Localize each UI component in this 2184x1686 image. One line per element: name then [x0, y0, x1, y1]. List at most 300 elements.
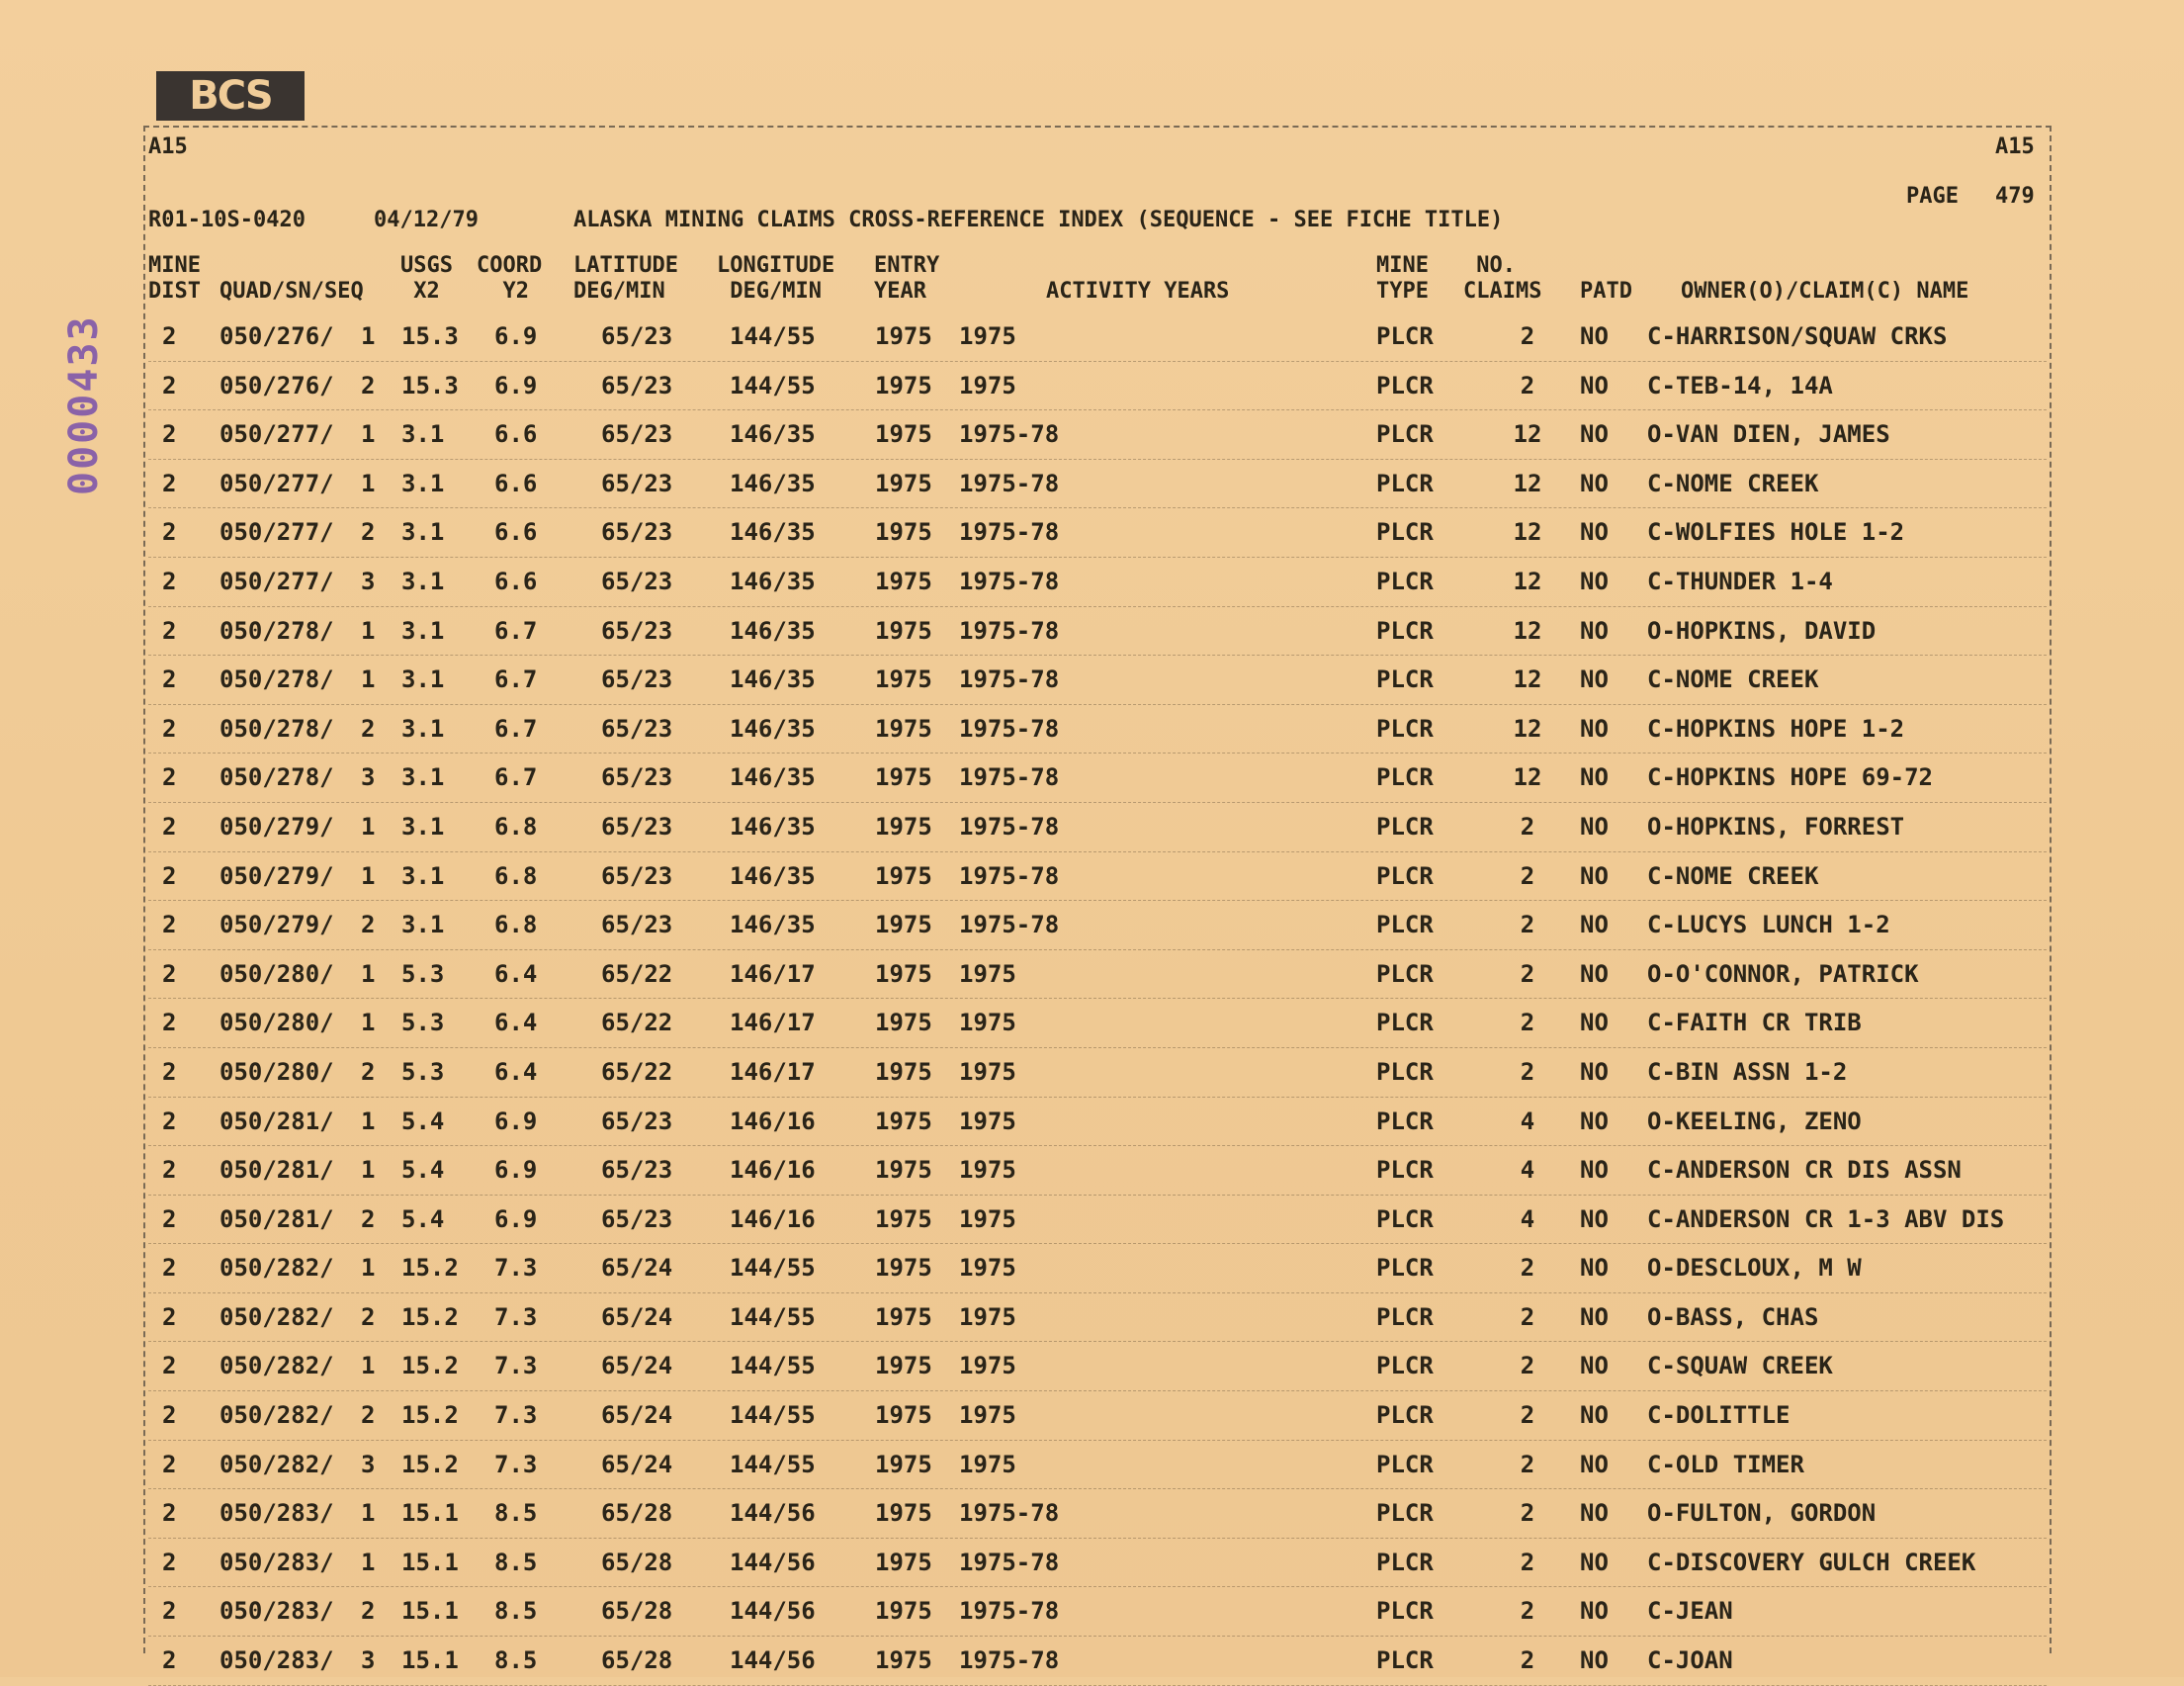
cell-owner: O-DESCLOUX, M W [1647, 1254, 1862, 1283]
cell-type: PLCR [1376, 616, 1434, 645]
cell-x2: 3.1 [401, 714, 445, 743]
cell-lon: 146/35 [730, 911, 816, 939]
cell-y2: 6.7 [494, 616, 538, 645]
cell-owner: C-DISCOVERY GULCH CREEK [1647, 1548, 1976, 1576]
cell-dist: 2 [162, 420, 177, 449]
cell-entry: 1975 [875, 959, 932, 988]
cell-lat: 65/24 [601, 1254, 673, 1283]
cell-lat: 65/24 [601, 1302, 673, 1331]
cell-seq: 2 [361, 371, 376, 399]
cell-type: PLCR [1376, 1204, 1434, 1233]
cell-activity: 1975-78 [959, 1499, 1060, 1528]
table-row [148, 508, 2047, 558]
cell-entry: 1975 [875, 666, 932, 694]
cell-type: PLCR [1376, 812, 1434, 841]
cell-patd: NO [1580, 1499, 1609, 1528]
cell-claims: 4 [1520, 1107, 1535, 1135]
cell-patd: NO [1580, 763, 1609, 792]
cell-patd: NO [1580, 469, 1609, 497]
cell-x2: 15.2 [401, 1352, 459, 1380]
cell-activity: 1975 [959, 1057, 1016, 1086]
cell-lat: 65/28 [601, 1597, 673, 1626]
table-row [148, 852, 2047, 902]
cell-x2: 3.1 [401, 567, 445, 595]
cell-claims: 2 [1520, 1009, 1535, 1037]
cell-seq: 1 [361, 666, 376, 694]
cell-owner: C-NOME CREEK [1647, 469, 1819, 497]
cell-claims: 2 [1520, 1499, 1535, 1528]
cell-type: PLCR [1376, 1548, 1434, 1576]
cell-owner: C-JEAN [1647, 1597, 1733, 1626]
cell-owner: C-NOME CREEK [1647, 861, 1819, 890]
cell-entry: 1975 [875, 567, 932, 595]
cell-dist: 2 [162, 666, 177, 694]
cell-lon: 144/55 [730, 1401, 816, 1430]
col-header-type: MINE TYPE [1376, 253, 1429, 304]
cell-seq: 1 [361, 1009, 376, 1037]
cell-lon: 144/55 [730, 1254, 816, 1283]
cell-lat: 65/23 [601, 714, 673, 743]
cell-y2: 6.8 [494, 861, 538, 890]
cell-seq: 1 [361, 469, 376, 497]
cell-activity: 1975-78 [959, 616, 1060, 645]
cell-dist: 2 [162, 714, 177, 743]
cell-owner: O-O'CONNOR, PATRICK [1647, 959, 1919, 988]
cell-quad: 050/282/ [219, 1450, 334, 1478]
table-row [148, 410, 2047, 460]
cell-x2: 3.1 [401, 469, 445, 497]
cell-x2: 5.4 [401, 1107, 445, 1135]
frame-border-right [2050, 126, 2052, 1653]
cell-y2: 6.9 [494, 371, 538, 399]
cell-type: PLCR [1376, 1057, 1434, 1086]
cell-activity: 1975-78 [959, 763, 1060, 792]
cell-owner: O-BASS, CHAS [1647, 1302, 1819, 1331]
cell-type: PLCR [1376, 1107, 1434, 1135]
cell-dist: 2 [162, 1057, 177, 1086]
cell-type: PLCR [1376, 911, 1434, 939]
cell-activity: 1975-78 [959, 714, 1060, 743]
cell-quad: 050/278/ [219, 666, 334, 694]
table-row [148, 1196, 2047, 1245]
cell-x2: 5.3 [401, 959, 445, 988]
cell-x2: 3.1 [401, 812, 445, 841]
cell-dist: 2 [162, 861, 177, 890]
cell-lat: 65/24 [601, 1401, 673, 1430]
cell-lat: 65/23 [601, 763, 673, 792]
cell-lon: 146/35 [730, 763, 816, 792]
cell-dist: 2 [162, 1548, 177, 1576]
cell-y2: 7.3 [494, 1450, 538, 1478]
claims-table [148, 312, 2047, 1686]
cell-quad: 050/278/ [219, 763, 334, 792]
cell-claims: 12 [1513, 616, 1542, 645]
cell-x2: 3.1 [401, 420, 445, 449]
cell-activity: 1975-78 [959, 420, 1060, 449]
cell-seq: 2 [361, 1302, 376, 1331]
cell-type: PLCR [1376, 567, 1434, 595]
cell-activity: 1975 [959, 1450, 1016, 1478]
cell-quad: 050/283/ [219, 1646, 334, 1675]
cell-seq: 2 [361, 911, 376, 939]
cell-lon: 146/35 [730, 518, 816, 547]
cell-lon: 146/16 [730, 1204, 816, 1233]
cell-claims: 2 [1520, 959, 1535, 988]
report-id: R01-10S-0420 [148, 208, 306, 232]
cell-lon: 146/17 [730, 1057, 816, 1086]
cell-lon: 144/55 [730, 1302, 816, 1331]
cell-claims: 2 [1520, 911, 1535, 939]
cell-y2: 6.7 [494, 666, 538, 694]
cell-y2: 6.7 [494, 714, 538, 743]
table-row [148, 558, 2047, 607]
cell-lon: 146/17 [730, 959, 816, 988]
cell-x2: 15.2 [401, 1254, 459, 1283]
cell-entry: 1975 [875, 1204, 932, 1233]
cell-entry: 1975 [875, 1057, 932, 1086]
cell-dist: 2 [162, 1156, 177, 1185]
cell-lat: 65/23 [601, 1107, 673, 1135]
cell-owner: C-HOPKINS HOPE 69-72 [1647, 763, 1933, 792]
cell-x2: 15.2 [401, 1401, 459, 1430]
report-date: 04/12/79 [374, 208, 479, 232]
cell-x2: 3.1 [401, 763, 445, 792]
cell-activity: 1975-78 [959, 911, 1060, 939]
cell-lat: 65/23 [601, 616, 673, 645]
cell-activity: 1975-78 [959, 518, 1060, 547]
col-header-activity: ACTIVITY YEARS [1046, 279, 1230, 304]
table-row [148, 1441, 2047, 1490]
cell-claims: 2 [1520, 1450, 1535, 1478]
cell-y2: 6.8 [494, 812, 538, 841]
cell-entry: 1975 [875, 518, 932, 547]
cell-quad: 050/278/ [219, 714, 334, 743]
cell-seq: 2 [361, 1597, 376, 1626]
cell-quad: 050/279/ [219, 861, 334, 890]
cell-patd: NO [1580, 518, 1609, 547]
cell-dist: 2 [162, 1646, 177, 1675]
cell-claims: 12 [1513, 714, 1542, 743]
cell-lat: 65/23 [601, 1204, 673, 1233]
table-row [148, 1293, 2047, 1343]
table-row [148, 1587, 2047, 1637]
page-label: PAGE [1906, 184, 1959, 209]
cell-entry: 1975 [875, 1254, 932, 1283]
table-row [148, 999, 2047, 1048]
cell-claims: 2 [1520, 812, 1535, 841]
cell-claims: 2 [1520, 1057, 1535, 1086]
table-row [148, 1244, 2047, 1293]
cell-activity: 1975 [959, 1352, 1016, 1380]
cell-quad: 050/276/ [219, 371, 334, 399]
cell-activity: 1975-78 [959, 1597, 1060, 1626]
table-row [148, 1048, 2047, 1098]
cell-lon: 144/55 [730, 322, 816, 350]
col-header-entry: ENTRY YEAR [874, 253, 940, 304]
cell-type: PLCR [1376, 1156, 1434, 1185]
cell-entry: 1975 [875, 714, 932, 743]
cell-quad: 050/282/ [219, 1352, 334, 1380]
cell-y2: 6.6 [494, 420, 538, 449]
cell-owner: O-KEELING, ZENO [1647, 1107, 1862, 1135]
col-header-claims: NO. CLAIMS [1463, 253, 1542, 304]
cell-seq: 1 [361, 1499, 376, 1528]
cell-dist: 2 [162, 469, 177, 497]
cell-lon: 144/56 [730, 1548, 816, 1576]
cell-activity: 1975 [959, 322, 1016, 350]
cell-quad: 050/276/ [219, 322, 334, 350]
cell-x2: 5.3 [401, 1057, 445, 1086]
cell-seq: 3 [361, 1646, 376, 1675]
cell-type: PLCR [1376, 371, 1434, 399]
cell-x2: 3.1 [401, 518, 445, 547]
cell-entry: 1975 [875, 1302, 932, 1331]
cell-y2: 6.4 [494, 959, 538, 988]
cell-x2: 15.1 [401, 1646, 459, 1675]
cell-owner: C-ANDERSON CR 1-3 ABV DIS [1647, 1204, 2005, 1233]
cell-quad: 050/277/ [219, 518, 334, 547]
cell-type: PLCR [1376, 1352, 1434, 1380]
cell-patd: NO [1580, 666, 1609, 694]
cell-lon: 146/35 [730, 812, 816, 841]
cell-owner: C-JOAN [1647, 1646, 1733, 1675]
cell-owner: C-TEB-14, 14A [1647, 371, 1833, 399]
col-header-y2: COORD Y2 [477, 253, 543, 304]
cell-claims: 12 [1513, 469, 1542, 497]
cell-patd: NO [1580, 420, 1609, 449]
table-row [148, 656, 2047, 705]
cell-type: PLCR [1376, 1254, 1434, 1283]
cell-type: PLCR [1376, 420, 1434, 449]
table-row [148, 803, 2047, 852]
cell-seq: 2 [361, 518, 376, 547]
cell-seq: 2 [361, 714, 376, 743]
cell-patd: NO [1580, 1352, 1609, 1380]
cell-owner: C-ANDERSON CR DIS ASSN [1647, 1156, 1962, 1185]
cell-entry: 1975 [875, 812, 932, 841]
report-title: ALASKA MINING CLAIMS CROSS-REFERENCE INDEX (SEQUENCE - SEE FICHE TITLE) [573, 208, 1504, 232]
cell-quad: 050/281/ [219, 1107, 334, 1135]
cell-quad: 050/283/ [219, 1597, 334, 1626]
cell-lon: 144/56 [730, 1646, 816, 1675]
table-row [148, 1146, 2047, 1196]
cell-dist: 2 [162, 959, 177, 988]
cell-quad: 050/278/ [219, 616, 334, 645]
cell-claims: 12 [1513, 763, 1542, 792]
cell-owner: O-FULTON, GORDON [1647, 1499, 1877, 1528]
cell-entry: 1975 [875, 763, 932, 792]
cell-type: PLCR [1376, 666, 1434, 694]
cell-y2: 6.6 [494, 567, 538, 595]
cell-patd: NO [1580, 1548, 1609, 1576]
table-row [148, 1098, 2047, 1147]
cell-entry: 1975 [875, 1401, 932, 1430]
cell-lon: 146/35 [730, 420, 816, 449]
cell-owner: C-SQUAW CREEK [1647, 1352, 1833, 1380]
table-row [148, 1637, 2047, 1686]
cell-x2: 15.1 [401, 1499, 459, 1528]
cell-patd: NO [1580, 959, 1609, 988]
cell-y2: 8.5 [494, 1646, 538, 1675]
cell-seq: 1 [361, 1107, 376, 1135]
cell-activity: 1975-78 [959, 666, 1060, 694]
cell-patd: NO [1580, 371, 1609, 399]
cell-patd: NO [1580, 1302, 1609, 1331]
cell-entry: 1975 [875, 1009, 932, 1037]
cell-quad: 050/283/ [219, 1499, 334, 1528]
cell-x2: 15.1 [401, 1597, 459, 1626]
bcs-logo: BCS [156, 71, 305, 121]
cell-patd: NO [1580, 1057, 1609, 1086]
cell-lat: 65/23 [601, 518, 673, 547]
cell-claims: 2 [1520, 371, 1535, 399]
cell-y2: 6.6 [494, 469, 538, 497]
cell-activity: 1975 [959, 1401, 1016, 1430]
cell-seq: 1 [361, 861, 376, 890]
cell-seq: 1 [361, 812, 376, 841]
cell-y2: 7.3 [494, 1401, 538, 1430]
cell-x2: 3.1 [401, 911, 445, 939]
cell-activity: 1975 [959, 1254, 1016, 1283]
cell-y2: 6.9 [494, 1107, 538, 1135]
cell-dist: 2 [162, 1107, 177, 1135]
cell-seq: 2 [361, 1204, 376, 1233]
cell-claims: 12 [1513, 567, 1542, 595]
cell-type: PLCR [1376, 959, 1434, 988]
cell-seq: 3 [361, 763, 376, 792]
cell-lon: 146/35 [730, 861, 816, 890]
table-row [148, 705, 2047, 754]
cell-lon: 146/35 [730, 469, 816, 497]
cell-dist: 2 [162, 322, 177, 350]
cell-activity: 1975 [959, 959, 1016, 988]
cell-owner: O-HOPKINS, DAVID [1647, 616, 1877, 645]
col-header-dist: MINE DIST [148, 253, 201, 304]
cell-activity: 1975 [959, 1107, 1016, 1135]
cell-dist: 2 [162, 1254, 177, 1283]
cell-x2: 3.1 [401, 666, 445, 694]
col-header-patd: PATD [1580, 279, 1632, 304]
cell-dist: 2 [162, 1302, 177, 1331]
cell-entry: 1975 [875, 1352, 932, 1380]
cell-type: PLCR [1376, 861, 1434, 890]
cell-type: PLCR [1376, 518, 1434, 547]
cell-activity: 1975-78 [959, 861, 1060, 890]
cell-lat: 65/22 [601, 1009, 673, 1037]
cell-activity: 1975-78 [959, 1646, 1060, 1675]
cell-dist: 2 [162, 1204, 177, 1233]
cell-entry: 1975 [875, 1646, 932, 1675]
cell-quad: 050/283/ [219, 1548, 334, 1576]
cell-y2: 8.5 [494, 1499, 538, 1528]
cell-activity: 1975-78 [959, 1548, 1060, 1576]
cell-owner: C-BIN ASSN 1-2 [1647, 1057, 1848, 1086]
cell-type: PLCR [1376, 469, 1434, 497]
cell-lat: 65/23 [601, 911, 673, 939]
cell-lat: 65/23 [601, 371, 673, 399]
cell-patd: NO [1580, 1009, 1609, 1037]
cell-x2: 5.4 [401, 1156, 445, 1185]
cell-lat: 65/23 [601, 567, 673, 595]
cell-y2: 6.6 [494, 518, 538, 547]
cell-quad: 050/279/ [219, 812, 334, 841]
cell-x2: 15.3 [401, 322, 459, 350]
cell-activity: 1975 [959, 1009, 1016, 1037]
cell-claims: 4 [1520, 1204, 1535, 1233]
cell-lat: 65/23 [601, 420, 673, 449]
cell-type: PLCR [1376, 322, 1434, 350]
cell-y2: 8.5 [494, 1597, 538, 1626]
cell-entry: 1975 [875, 469, 932, 497]
cell-owner: C-THUNDER 1-4 [1647, 567, 1833, 595]
table-row [148, 607, 2047, 657]
cell-x2: 15.3 [401, 371, 459, 399]
cell-claims: 2 [1520, 1254, 1535, 1283]
cell-lat: 65/28 [601, 1499, 673, 1528]
cell-seq: 1 [361, 1156, 376, 1185]
cell-lat: 65/24 [601, 1450, 673, 1478]
cell-y2: 7.3 [494, 1302, 538, 1331]
cell-quad: 050/282/ [219, 1254, 334, 1283]
cell-dist: 2 [162, 1597, 177, 1626]
cell-dist: 2 [162, 1352, 177, 1380]
cell-patd: NO [1580, 1254, 1609, 1283]
cell-dist: 2 [162, 1401, 177, 1430]
cell-dist: 2 [162, 1499, 177, 1528]
page-number: 479 [1995, 184, 2035, 209]
cell-claims: 2 [1520, 1302, 1535, 1331]
cell-patd: NO [1580, 911, 1609, 939]
cell-claims: 2 [1520, 1597, 1535, 1626]
cell-quad: 050/281/ [219, 1204, 334, 1233]
cell-claims: 12 [1513, 518, 1542, 547]
cell-owner: C-HARRISON/SQUAW CRKS [1647, 322, 1948, 350]
cell-owner: C-DOLITTLE [1647, 1401, 1791, 1430]
cell-entry: 1975 [875, 1450, 932, 1478]
cell-patd: NO [1580, 812, 1609, 841]
cell-x2: 5.3 [401, 1009, 445, 1037]
cell-patd: NO [1580, 322, 1609, 350]
table-row [148, 460, 2047, 509]
cell-seq: 1 [361, 1352, 376, 1380]
cell-quad: 050/281/ [219, 1156, 334, 1185]
cell-owner: C-WOLFIES HOLE 1-2 [1647, 518, 1905, 547]
table-row [148, 362, 2047, 411]
cell-x2: 3.1 [401, 861, 445, 890]
cell-lat: 65/23 [601, 322, 673, 350]
cell-x2: 15.1 [401, 1548, 459, 1576]
cell-entry: 1975 [875, 322, 932, 350]
cell-y2: 7.3 [494, 1352, 538, 1380]
cell-type: PLCR [1376, 1401, 1434, 1430]
cell-seq: 2 [361, 1057, 376, 1086]
cell-seq: 1 [361, 322, 376, 350]
cell-entry: 1975 [875, 1156, 932, 1185]
cell-activity: 1975-78 [959, 812, 1060, 841]
col-header-lon: LONGITUDE DEG/MIN [717, 253, 835, 304]
cell-type: PLCR [1376, 1597, 1434, 1626]
cell-lat: 65/28 [601, 1646, 673, 1675]
cell-claims: 2 [1520, 322, 1535, 350]
cell-activity: 1975-78 [959, 567, 1060, 595]
cell-patd: NO [1580, 616, 1609, 645]
cell-seq: 1 [361, 1548, 376, 1576]
cell-seq: 1 [361, 420, 376, 449]
cell-entry: 1975 [875, 861, 932, 890]
cell-claims: 12 [1513, 666, 1542, 694]
cell-lon: 146/16 [730, 1107, 816, 1135]
cell-lon: 144/56 [730, 1597, 816, 1626]
